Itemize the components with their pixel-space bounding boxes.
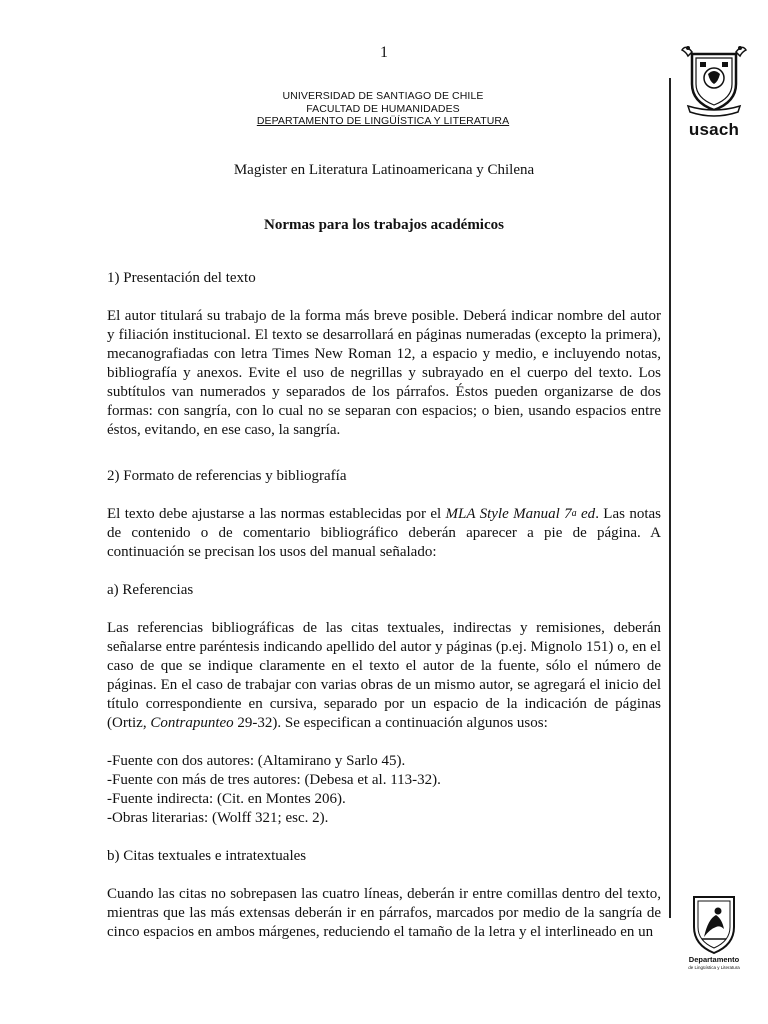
section-heading-citas: b) Citas textuales e intratextuales (107, 848, 307, 864)
department-logo-subtitle: de Lingüística y Literatura (688, 965, 740, 970)
university-name: UNIVERSIDAD DE SANTIAGO DE CHILE (282, 90, 484, 102)
institution-header (233, 90, 533, 128)
document-body (107, 269, 661, 942)
manual-edition: ed (576, 506, 596, 522)
section-heading-referencias: a) Referencias (107, 582, 194, 598)
paragraph-referencias-text: Las referencias bibliográficas de las citas textuales, indirectas y remisiones, deberán señalarse entre paréntesis indicando apellido del autor y páginas (p.ej. Mignolo 151) o, en el caso de que se indique claramente en el texto el autor de la fuente, sólo el número de páginas. En el caso de trabajar con varias obras de un mismo autor, se agregará el inicio del título correspondiente en cursiva, separado por un espacio de la indicación de páginas (Ortiz, (107, 620, 661, 731)
list-item: -Obras literarias: (Wolff 321; esc. 2). (107, 810, 329, 826)
section-heading-formato: 2) Formato de referencias y bibliografía (107, 468, 347, 484)
department-logo (678, 893, 750, 973)
faculty-name: FACULTAD DE HUMANIDADES (306, 102, 460, 115)
list-item: -Fuente con dos autores: (Altamirano y Sarlo 45). (107, 753, 406, 769)
paragraph-referencias (107, 619, 661, 733)
paragraph-citas: Cuando las citas no sobrepasen las cuatro líneas, deberán ir entre comillas dentro del texto, mientras que las más extensas deberán ir en párrafos, marcados por medio de la sangría de cinco espacios en ambos márgenes, reduciendo el tamaño de la letra y el interlineado en un (107, 886, 661, 940)
paragraph-formato-text-end: . Las notas de contenido o de comentario bibliográfico deberán aparecer a pie de página. A continuación se precisan los usos del manual señalado: (107, 506, 661, 560)
manual-title (446, 506, 596, 522)
document-title: Normas para los trabajos académicos (264, 217, 504, 233)
paragraph-formato-text: El texto debe ajustarse a las normas establecidas por el (107, 506, 446, 522)
program-name: Magister en Literatura Latinoamericana y Chilena (233, 162, 535, 178)
manual-superscript: a (571, 508, 577, 519)
usach-logo (678, 40, 750, 140)
vertical-divider (669, 78, 671, 918)
department-logo-name: Departamento (688, 955, 740, 964)
usach-wordmark: usach (688, 120, 740, 139)
list-item: -Fuente indirecta: (Cit. en Montes 206). (107, 791, 346, 807)
paragraph-referencias-text-end: 29-32). Se especifican a continuación algunos usos: (233, 715, 548, 731)
department-crest-icon (678, 893, 750, 955)
page-number: 1 (380, 44, 388, 61)
paragraph-formato (107, 505, 661, 562)
italic-title: Contrapunteo (150, 715, 234, 731)
list-item: -Fuente con más de tres autores: (Debesa et al. 113-32). (107, 772, 441, 788)
department-name: DEPARTAMENTO DE LINGÜÍSTICA Y LITERATURA (256, 115, 510, 127)
usach-crest-icon (678, 40, 750, 120)
paragraph-presentacion: El autor titulará su trabajo de la forma más breve posible. Deberá indicar nombre del autor y filiación institucional. El texto se desarrollará en páginas numeradas (excepto la primera), mecanografiadas con letra Times New Roman 12, a espacio y medio, e incluyendo notas, bibliografía y anexos. Evite el uso de negrillas y subrayado en el cuerpo del texto. Los subtítulos van numerados y separados de los párrafos. Éstos pueden organizarse de dos formas: con sangría, con lo cual no se separan con espacios; o bien, usando espacios entre éstos, evitando, en ese caso, la sangría. (107, 308, 661, 438)
section-heading-presentacion: 1) Presentación del texto (107, 270, 256, 286)
manual-title-text: MLA Style Manual 7 (445, 506, 572, 522)
